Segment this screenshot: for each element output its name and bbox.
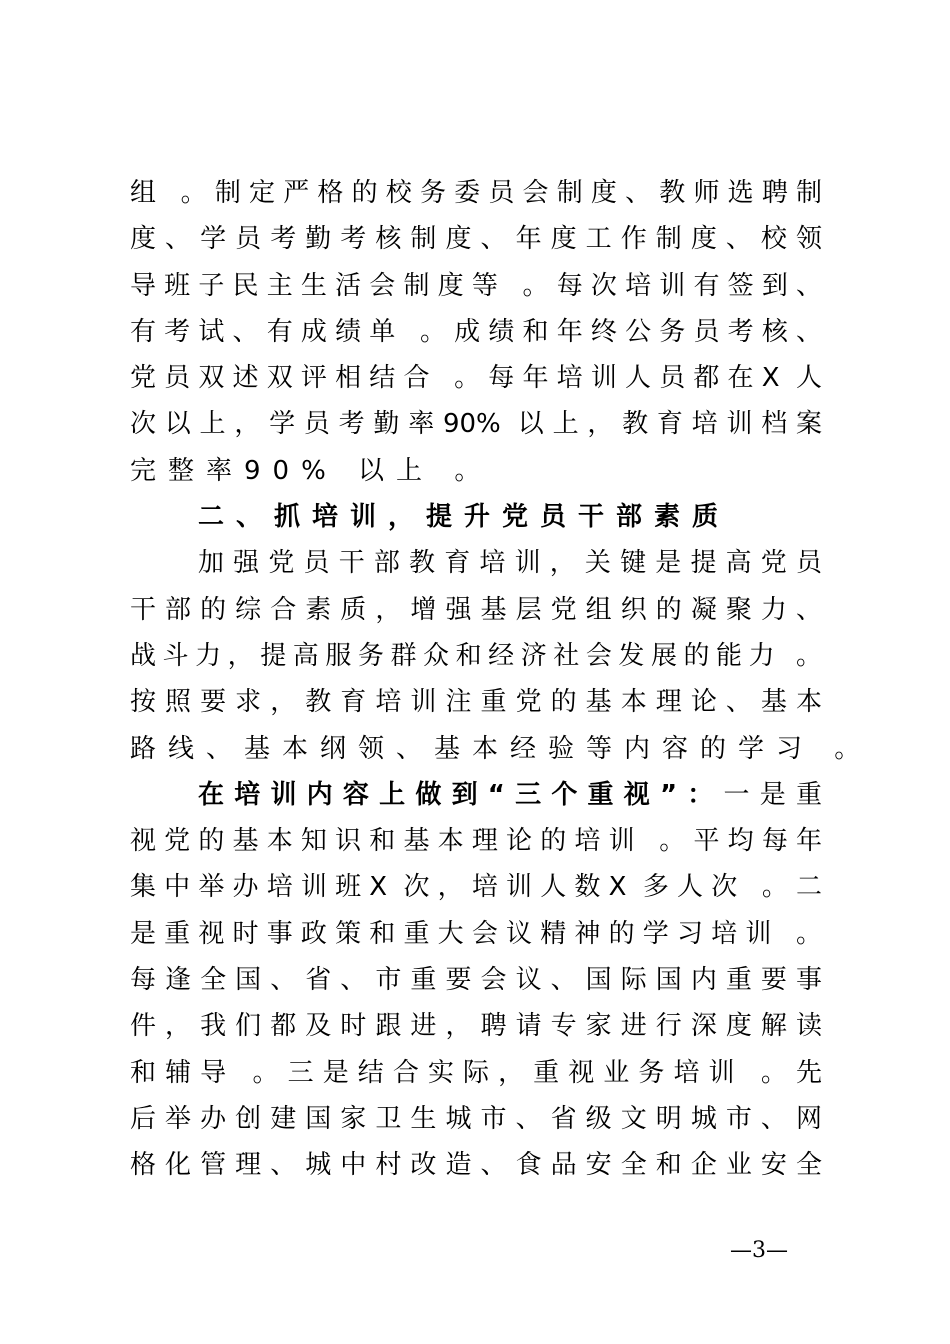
text-line: 次以上，学员考勤率90% 以上，教育培训档案 bbox=[130, 409, 822, 440]
text-line: 格化管理、城中村改造、食品安全和企业安全 bbox=[130, 1150, 822, 1181]
text-line: 党员双述双评相结合 。每年培训人员都在X 人 bbox=[130, 363, 822, 394]
text-line: 是重视时事政策和重大会议精神的学习培训 。 bbox=[130, 918, 822, 949]
text-line: 完整率90% 以上 。 bbox=[130, 455, 493, 486]
text-line: 有考试、有成绩单 。成绩和年终公务员考核、 bbox=[130, 316, 822, 347]
text-line: 每逢全国、省、市重要会议、国际国内重要事 bbox=[130, 965, 822, 996]
page-number: —3— bbox=[730, 1238, 788, 1263]
text-line: 视党的基本知识和基本理论的培训 。平均每年 bbox=[130, 826, 822, 857]
text-line-lead bbox=[130, 772, 822, 818]
text-line: 和辅导 。三是结合实际，重视业务培训 。先 bbox=[130, 1057, 822, 1088]
text-line: 组 。制定严格的校务委员会制度、教师选聘制 bbox=[130, 178, 822, 208]
text-line: 加强党员干部教育培训，关键是提高党员 bbox=[198, 548, 822, 579]
text-line: 按照要求，教育培训注重党的基本理论、基本 bbox=[130, 687, 822, 718]
text-line: 战斗力，提高服务群众和经济社会发展的能力 。 bbox=[130, 640, 822, 671]
text-line: 后举办创建国家卫生城市、省级文明城市、网 bbox=[130, 1103, 822, 1134]
text-line: 度、学员考勤考核制度、年度工作制度、校领 bbox=[130, 224, 822, 255]
text-line: 导班子民主生活会制度等 。每次培训有签到、 bbox=[130, 270, 822, 301]
lead-rest-text: 一是重 bbox=[723, 779, 822, 810]
section-heading: 二、抓培训，提升党员干部素质 bbox=[198, 502, 731, 533]
text-line: 干部的综合素质，增强基层党组织的凝聚力、 bbox=[130, 594, 822, 625]
text-line: 件，我们都及时跟进，聘请专家进行深度解读 bbox=[130, 1011, 822, 1042]
text-line: 集中举办培训班X 次，培训人数X 多人次 。二 bbox=[130, 872, 822, 903]
bold-lead-text: 在培训内容上做到“三个重视”： bbox=[198, 779, 724, 810]
body-text bbox=[130, 170, 873, 1189]
text-line: 路线、基本纲领、基本经验等内容的学习 。 bbox=[130, 733, 873, 764]
